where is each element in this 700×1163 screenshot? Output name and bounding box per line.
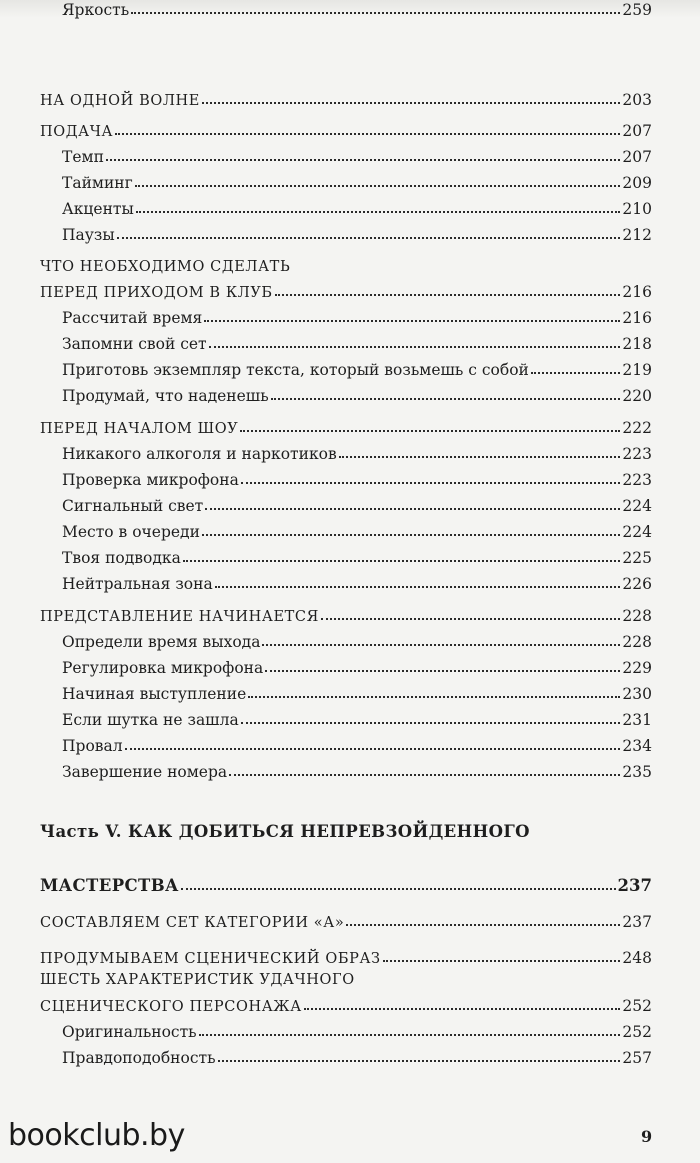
toc-section-entry bbox=[40, 606, 652, 627]
toc-entry-title: Тайминг bbox=[62, 174, 133, 192]
toc-entry-page: 224 bbox=[622, 497, 652, 515]
toc-entry-page: 237 bbox=[617, 876, 652, 895]
dot-leader bbox=[136, 207, 621, 213]
toc-entry-title: НА ОДНОЙ ВОЛНЕ bbox=[40, 93, 200, 109]
toc-entry-title: Рассчитай время bbox=[62, 309, 203, 327]
toc-subsection-entry bbox=[62, 334, 652, 354]
toc-entry-page: 223 bbox=[622, 445, 652, 463]
toc-section-entry bbox=[40, 282, 652, 303]
toc-subsection-entry bbox=[62, 1022, 652, 1042]
toc-section-entry bbox=[40, 912, 652, 933]
toc-entry-title: Регулировка микрофона bbox=[62, 659, 264, 677]
dot-leader bbox=[218, 1056, 621, 1062]
toc-entry-page: 234 bbox=[622, 737, 652, 755]
dot-leader bbox=[215, 582, 621, 588]
toc-entry-title: Продумай, что наденешь bbox=[62, 387, 269, 405]
toc-subsection-entry bbox=[62, 710, 652, 730]
toc-subsection-entry bbox=[62, 308, 652, 328]
toc-subsection-entry bbox=[62, 658, 652, 678]
toc-entry-title: Нейтральная зона bbox=[62, 575, 213, 593]
toc-entry-page: 259 bbox=[622, 1, 652, 19]
dot-leader bbox=[304, 1004, 621, 1010]
toc-entry-title: Завершение номера bbox=[62, 763, 228, 781]
dot-leader bbox=[531, 368, 621, 374]
toc-entry-page: 207 bbox=[622, 148, 652, 166]
toc-subsection-entry bbox=[62, 1048, 652, 1068]
toc-heading-line: Часть V. КАК ДОБИТЬСЯ НЕПРЕВЗОЙДЕННОГО bbox=[40, 822, 530, 841]
toc-entry-title: Место в очереди bbox=[62, 523, 200, 541]
dot-leader bbox=[241, 718, 621, 724]
toc-entry-page: 257 bbox=[622, 1049, 652, 1067]
toc-entry-title: ПРОДУМЫВАЕМ СЦЕНИЧЕСКИЙ ОБРАЗ bbox=[40, 951, 381, 967]
toc-entry-page: 228 bbox=[622, 633, 652, 651]
toc-entry-page: 226 bbox=[622, 575, 652, 593]
dot-leader bbox=[229, 770, 620, 776]
toc-entry-title: Акценты bbox=[62, 200, 134, 218]
toc-entry-page: 252 bbox=[622, 1023, 652, 1041]
toc-entry-page: 225 bbox=[622, 549, 652, 567]
toc-entry-title: ПЕРЕД ПРИХОДОМ В КЛУБ bbox=[40, 285, 273, 301]
toc-entry-title: Сигнальный свет bbox=[62, 497, 204, 515]
toc-entry-title: Приготовь экземпляр текста, который возьмешь с собой bbox=[62, 361, 529, 379]
toc-entry-page: 231 bbox=[622, 711, 652, 729]
toc-entry-page: 222 bbox=[622, 419, 652, 437]
dot-leader bbox=[183, 556, 621, 562]
toc-entry-page: 216 bbox=[622, 283, 652, 301]
dot-leader bbox=[106, 155, 621, 161]
dot-leader bbox=[271, 394, 621, 400]
toc-entry-page: 210 bbox=[622, 200, 652, 218]
toc-entry-page: 230 bbox=[622, 685, 652, 703]
dot-leader bbox=[262, 640, 620, 646]
toc-subsection-entry bbox=[62, 147, 652, 167]
toc-part-entry bbox=[40, 876, 652, 896]
toc-subsection-entry bbox=[62, 632, 652, 652]
dot-leader bbox=[115, 129, 620, 135]
dot-leader bbox=[209, 342, 621, 348]
toc-entry-title: Яркость bbox=[62, 1, 130, 19]
toc-entry-page: 212 bbox=[622, 226, 652, 244]
toc-entry-page: 252 bbox=[622, 997, 652, 1015]
toc-entry-page: 229 bbox=[622, 659, 652, 677]
dot-leader bbox=[181, 884, 616, 890]
toc-entry-title: ПОДАЧА bbox=[40, 124, 114, 140]
toc-entry-page: 220 bbox=[622, 387, 652, 405]
toc-subsection-entry bbox=[62, 736, 652, 756]
toc-entry-title: ПЕРЕД НАЧАЛОМ ШОУ bbox=[40, 421, 239, 437]
toc-entry-title: Провал bbox=[62, 737, 123, 755]
dot-leader bbox=[383, 956, 621, 962]
toc-entry-title: ПРЕДСТАВЛЕНИЕ НАЧИНАЕТСЯ bbox=[40, 609, 319, 625]
dot-leader bbox=[241, 478, 621, 484]
toc-subsection-entry bbox=[62, 444, 652, 464]
toc-entry-title: Проверка микрофона bbox=[62, 471, 239, 489]
toc-subsection-entry bbox=[62, 496, 652, 516]
toc-entry-title: Правдоподобность bbox=[62, 1049, 216, 1067]
toc-entry-page: 235 bbox=[622, 763, 652, 781]
toc-section-entry bbox=[40, 90, 652, 111]
dot-leader bbox=[202, 98, 620, 104]
toc-subsection-entry bbox=[62, 574, 652, 594]
dot-leader bbox=[135, 181, 621, 187]
dot-leader bbox=[339, 452, 621, 458]
toc-subsection-entry bbox=[62, 173, 652, 193]
toc-section-entry bbox=[40, 948, 652, 969]
toc-entry-page: 218 bbox=[622, 335, 652, 353]
toc-subsection-entry bbox=[62, 225, 652, 245]
toc-subsection-entry bbox=[62, 470, 652, 490]
toc-entry-page: 209 bbox=[622, 174, 652, 192]
toc-entry-page: 219 bbox=[622, 361, 652, 379]
dot-leader bbox=[205, 504, 620, 510]
toc-section-entry bbox=[40, 418, 652, 439]
toc-entry-title: Начиная выступление bbox=[62, 685, 247, 703]
watermark-text: bookclub.by bbox=[8, 1118, 185, 1153]
toc-entry-title: Твоя подводка bbox=[62, 549, 181, 567]
toc-subsection-entry bbox=[62, 522, 652, 542]
toc-entry-title: СОСТАВЛЯЕМ СЕТ КАТЕГОРИИ «А» bbox=[40, 915, 345, 931]
dot-leader bbox=[346, 920, 620, 926]
toc-subsection-entry bbox=[62, 0, 652, 20]
toc-entry-page: 203 bbox=[622, 91, 652, 109]
dot-leader bbox=[117, 233, 621, 239]
toc-entry-title: Если шутка не зашла bbox=[62, 711, 239, 729]
toc-heading-line: ШЕСТЬ ХАРАКТЕРИСТИК УДАЧНОГО bbox=[40, 972, 355, 988]
toc-entry-page: 223 bbox=[622, 471, 652, 489]
toc-entry-page: 207 bbox=[622, 122, 652, 140]
toc-entry-title: Никакого алкоголя и наркотиков bbox=[62, 445, 337, 463]
toc-subsection-entry bbox=[62, 199, 652, 219]
dot-leader bbox=[125, 744, 621, 750]
dot-leader bbox=[265, 666, 620, 672]
toc-subsection-entry bbox=[62, 360, 652, 380]
toc-entry-title: СЦЕНИЧЕСКОГО ПЕРСОНАЖА bbox=[40, 999, 302, 1015]
toc-section-entry bbox=[40, 996, 652, 1017]
dot-leader bbox=[240, 426, 620, 432]
toc-entry-title: Паузы bbox=[62, 226, 115, 244]
toc-entry-page: 248 bbox=[622, 949, 652, 967]
toc-entry-title: Определи время выхода bbox=[62, 633, 261, 651]
page-number: 9 bbox=[641, 1127, 653, 1146]
toc-entry-title: Темп bbox=[62, 148, 104, 166]
toc-subsection-entry bbox=[62, 386, 652, 406]
toc-heading-line: ЧТО НЕОБХОДИМО СДЕЛАТЬ bbox=[40, 259, 291, 275]
dot-leader bbox=[202, 530, 620, 536]
toc-subsection-entry bbox=[62, 762, 652, 782]
dot-leader bbox=[199, 1030, 621, 1036]
toc-entry-title: Оригинальность bbox=[62, 1023, 197, 1041]
toc-subsection-entry bbox=[62, 548, 652, 568]
dot-leader bbox=[321, 614, 620, 620]
toc-entry-page: 216 bbox=[622, 309, 652, 327]
toc-entry-page: 224 bbox=[622, 523, 652, 541]
dot-leader bbox=[131, 8, 620, 14]
toc-entry-title: МАСТЕРСТВА bbox=[40, 876, 179, 895]
dot-leader bbox=[248, 692, 620, 698]
toc-entry-page: 228 bbox=[622, 607, 652, 625]
dot-leader bbox=[275, 290, 621, 296]
toc-entry-page: 237 bbox=[622, 913, 652, 931]
toc-section-entry bbox=[40, 121, 652, 142]
toc-entry-title: Запомни свой сет bbox=[62, 335, 207, 353]
toc-subsection-entry bbox=[62, 684, 652, 704]
dot-leader bbox=[204, 316, 620, 322]
